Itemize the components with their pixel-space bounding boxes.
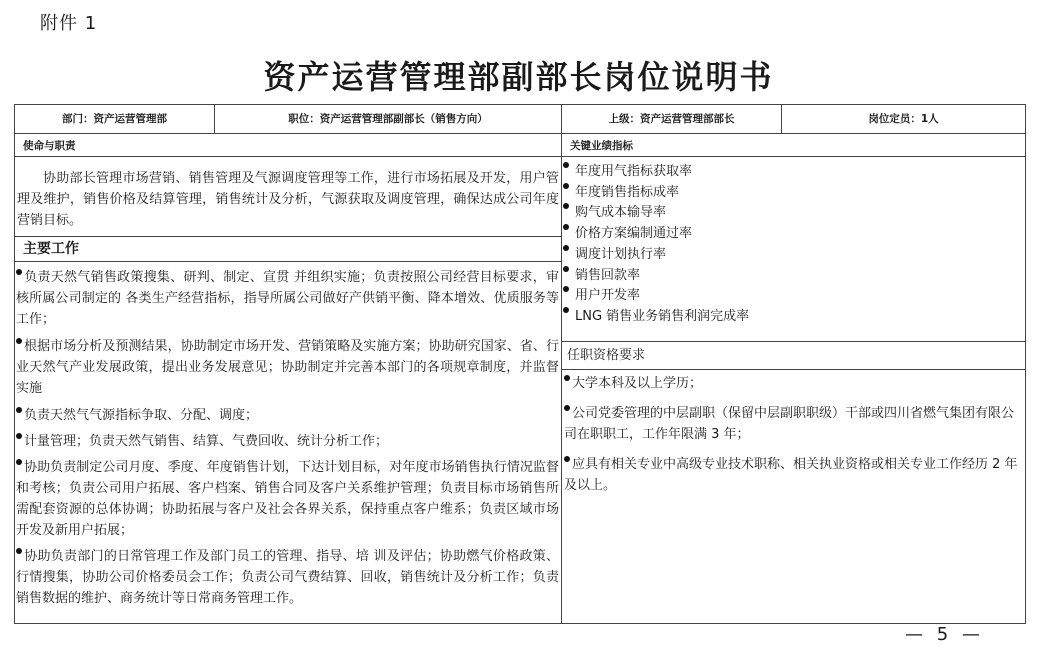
main-work-item: 根据市场分析及预测结果，协助制定市场开发、营销策略及实施方案；协助研究国家、省、行业天然气产业发展政策，提出业务发展意见；协助制定并完善本部门的各项规章制度，并监督实施 [16, 339, 559, 396]
main-work-list [16, 267, 559, 609]
position-value: 资产运营管理部副部长（销售方向） [319, 113, 488, 125]
bullet-icon [16, 269, 22, 275]
main-work-item: 协助负责制定公司月度、季度、年度销售计划，下达计划目标，对年度市场销售执行情况监督和考核；负责公司用户拓展、客户档案、销售合同及客户关系维护管理；负责目标市场销售所需配套资源的总体协调；协助拓展与客户及社会各界关系，保持重点客户维系；负责区域市场开发及新用户拓展； [16, 460, 559, 538]
kpi-item: 调度计划执行率 [563, 245, 1023, 266]
mission-divider [15, 156, 561, 157]
bullet-icon [563, 307, 569, 313]
bullet-icon [563, 245, 569, 251]
kpi-item: 销售回款率 [563, 266, 1023, 287]
page-number: — 5 — [905, 624, 984, 645]
headcount-label: 岗位定员： [868, 113, 921, 125]
main-work-divider [15, 261, 561, 262]
qualification-heading: 任职资格要求 [567, 348, 646, 363]
main-work-item: 协助负责部门的日常管理工作及部门员工的管理、指导、培 训及评估；协助燃气价格政策、行情搜集，协助公司价格委员会工作；负责公司气费结算、回收，销售统计及分析工作；负责销售数据的维护、商务统计等日常商务管理工作。 [16, 549, 559, 606]
bullet-icon [564, 456, 570, 462]
main-work-heading: 主要工作 [23, 241, 79, 257]
job-description-table [14, 104, 1026, 624]
kpi-item: LNG 销售业务销售利润完成率 [563, 307, 1023, 328]
bullet-icon [16, 433, 22, 439]
bullet-icon [16, 407, 22, 413]
mission-heading: 使命与职责 [23, 140, 76, 152]
kpi-item: 购气成本输导率 [563, 203, 1023, 224]
kpi-divider [562, 156, 1025, 157]
superior-value: 资产运营管理部部长 [640, 113, 735, 125]
main-work-item: 负责天然气气源指标争取、分配、调度； [16, 405, 559, 426]
bullet-icon [563, 286, 569, 292]
bullet-icon [563, 224, 569, 230]
kpi-item: 价格方案编制通过率 [563, 224, 1023, 245]
bullet-icon [563, 203, 569, 209]
qualification-item: 大学本科及以上学历； [564, 373, 1024, 394]
mission-bottom-divider [15, 236, 561, 237]
qualification-top-divider [562, 341, 1025, 342]
document-title: 资产运营管理部副部长岗位说明书 [263, 58, 774, 96]
department-value: 资产运营管理部 [93, 113, 167, 125]
kpi-item: 年度销售指标成率 [563, 183, 1023, 204]
headcount-value: 1人 [920, 113, 939, 125]
headcount-cell [782, 105, 1025, 133]
main-work-item: 计量管理；负责天然气销售、结算、气费回收、统计分析工作； [16, 431, 559, 452]
qualification-item: 应具有相关专业中高级专业技术职称、相关执业资格或相关专业工作经历 2 年及以上。 [564, 457, 1018, 493]
bullet-icon [563, 266, 569, 272]
column-divider [561, 133, 562, 623]
bullet-icon [564, 405, 570, 411]
bullet-icon [16, 338, 22, 344]
department-label: 部门： [62, 113, 94, 125]
bullet-icon [16, 459, 22, 465]
main-work-item: 负责天然气销售政策搜集、研判、制定、宣贯 并组织实施；负责按照公司经营目标要求，审核所属公司制定的 各类生产经营指标，指导所属公司做好产供销平衡、降本增效、优质服务等工作； [16, 270, 559, 327]
kpi-item: 年度用气指标获取率 [563, 162, 1023, 183]
attachment-label: 附件 1 [40, 13, 98, 34]
bullet-icon [563, 183, 569, 189]
kpi-list [563, 162, 1023, 328]
kpi-heading: 关键业绩指标 [570, 140, 633, 152]
bullet-icon [564, 375, 570, 381]
bullet-icon [563, 162, 569, 168]
mission-text: 协助部长管理市场营销、销售管理及气源调度管理等工作，进行市场拓展及开发，用户管理及维护，销售价格及结算管理，销售统计及分析，气源获取及调度管理，确保达成公司年度营销目标。 [17, 171, 559, 228]
qualification-list [564, 373, 1024, 496]
superior-cell [562, 105, 782, 133]
qualification-divider [562, 369, 1025, 370]
kpi-item: 用户开发率 [563, 286, 1023, 307]
superior-label: 上级： [608, 113, 640, 125]
position-label: 职位： [288, 113, 320, 125]
header-row [15, 105, 1025, 134]
position-cell [215, 105, 562, 133]
qualification-item: 公司党委管理的中层副职（保留中层副职职级）干部或四川省燃气集团有限公司在职职工，工作年限满 3 年； [564, 406, 1015, 442]
bullet-icon [16, 548, 22, 554]
department-cell [15, 105, 215, 133]
